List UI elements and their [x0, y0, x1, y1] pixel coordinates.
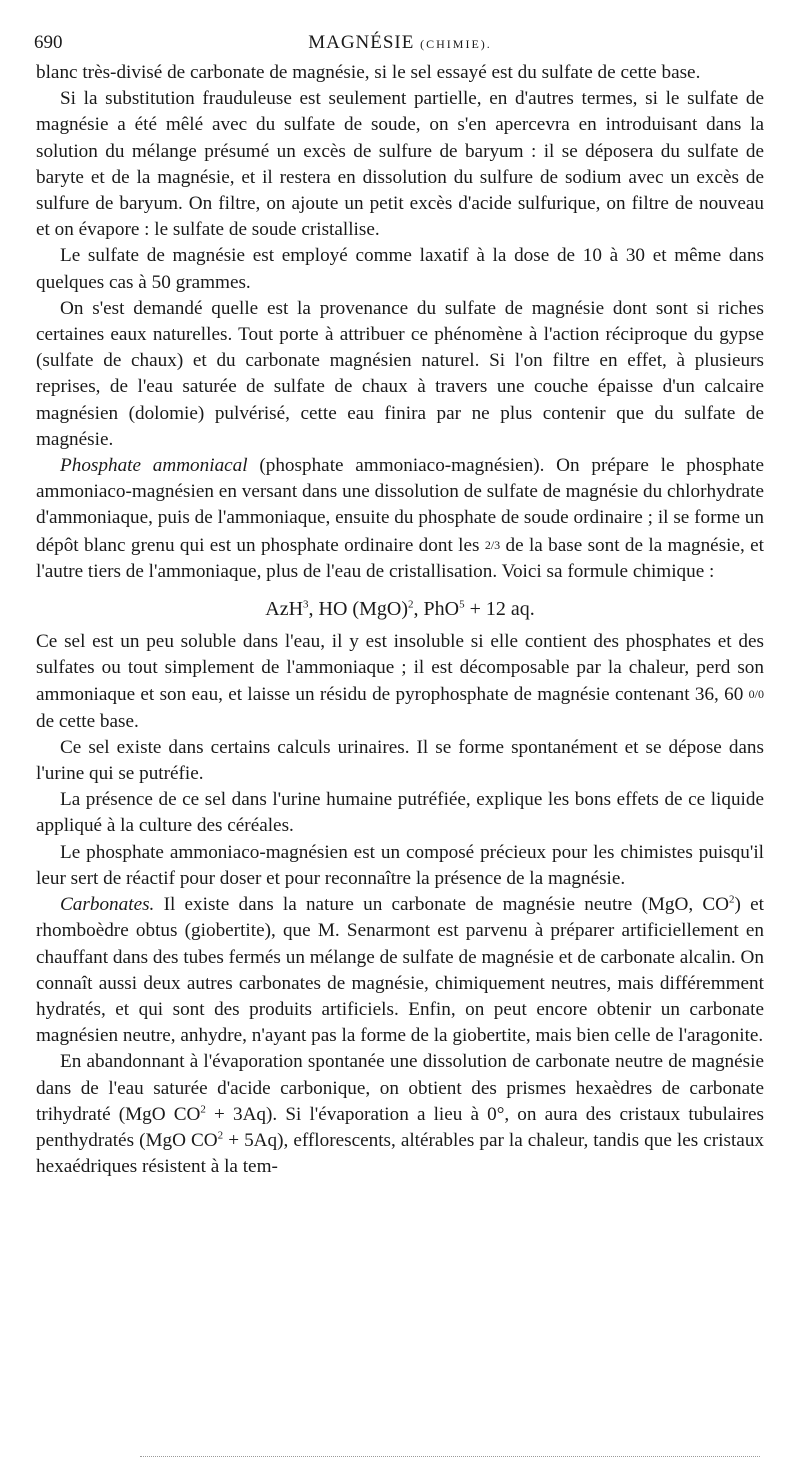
formula-part: , HO (MgO): [308, 598, 408, 621]
paragraph: La présence de ce sel dans l'urine humaine putréfiée, explique les bons effets de ce liquide appliqué à la culture des céréales.: [36, 789, 764, 837]
fraction: 0/0: [748, 687, 764, 702]
paragraph: Le phosphate ammoniaco-magnésien est un composé précieux pour les chimistes puisqu'il leur sert de réactif pour doser et pour reconnaître la présence de la magnésie.: [36, 841, 764, 889]
paragraph: Si la substitution frauduleuse est seulement partielle, en d'autres termes, si le sulfate de magnésie a été mêlé avec du sulfate de soude, on s'en apercevra en introduisant dans la solution du mélange présumé un excès de sulfure de baryum : il se déposera du sulfate de baryte et de la magnésie, et il restera en dissolution du sulfure de sodium avec un excès de sulfure de baryum. On filtre, on ajoute un petit excès d'acide sulfurique, on filtre de nouveau et on évapore : le sulfate de soude cristallise.: [36, 88, 764, 241]
paragraph-text: ) et rhomboèdre obtus (giobertite), que M. Senarmont est parvenu à préparer artificiellement en chauffant dans des tubes fermés un mélange de sulfate de magnésie et de carbonate alcalin. On connaît aussi deux autres carbonates de magnésie, chimiquement neutres, mais différemment hydratés, et qui sont des produits artificiels. Enfin, on peut encore obtenir un carbonate magnésien neutre, anhydre, n'ayant pas la forme de la giobertite, mais bien celle de l'aragonite.: [36, 894, 764, 1047]
running-title-sub: (CHIMIE).: [420, 37, 492, 51]
page-header: [34, 32, 766, 54]
paragraph-phosphate: [36, 453, 764, 585]
paragraph-text: de la base sont de la magnésie, et l'autre tiers de l'ammoniaque, plus de l'eau de cristallisation. Voici sa formule chimique :: [36, 534, 764, 582]
paragraph-text: Il existe dans la nature un carbonate de magnésie neutre (MgO, CO: [163, 894, 730, 916]
chemical-formula: [36, 595, 764, 623]
paragraph: On s'est demandé quelle est la provenance du sulfate de magnésie dont sont si riches certaines eaux naturelles. Tout porte à attribuer ce phénomène à l'action réciproque du gypse (sulfate de chaux) et du carbonate magnésien naturel. Si l'on filtre en effet, à plusieurs reprises, de l'eau saturée de sulfate de chaux à travers une couche épaisse d'un calcaire magnésien (dolomie) pulvérisé, cette eau finira par ne plus contenir que du sulfate de magnésie.: [36, 297, 764, 450]
superscript: 2: [729, 893, 735, 906]
running-title-main: MAGNÉSIE: [308, 32, 415, 53]
superscript: 2: [217, 1129, 224, 1142]
paragraph: Le sulfate de magnésie est employé comme laxatif à la dose de 10 à 30 et même dans quelques cas à 50 grammes.: [36, 245, 764, 293]
paragraph-text: En abandonnant à l'évaporation spontanée une dissolution de carbonate neutre de magnésie dans de l'eau saturée d'acide carbonique, on obtient des prismes hexaèdres de carbonate trihydraté (MgO CO: [36, 1051, 764, 1125]
paragraph-text: de cette base.: [36, 710, 139, 732]
paragraph: [36, 1049, 764, 1180]
formula-superscript: 5: [459, 598, 465, 611]
formula-superscript: 3: [303, 598, 309, 611]
formula-superscript: 2: [407, 598, 414, 611]
formula-part: , PhO: [413, 598, 460, 621]
paragraph-text: Ce sel est un peu soluble dans l'eau, il y est insoluble si elle contient des phosphates et des sulfates ou tout simplement de l'ammoniaque ; il est décomposable par la chaleur, perd son ammoniaque et son eau, et laisse un résidu de pyrophosphate de magnésie contenant 36, 60: [36, 631, 764, 706]
section-term: Carbonates.: [60, 894, 155, 916]
fraction: 2/3: [484, 537, 501, 552]
formula-part: AzH: [265, 598, 304, 621]
paragraph: Ce sel existe dans certains calculs urinaires. Il se forme spontanément et se dépose dans l'urine qui se putréfie.: [36, 736, 764, 785]
paragraph: blanc très-divisé de carbonate de magnésie, si le sel essayé est du sulfate de cette base.: [36, 62, 701, 83]
running-title: [34, 32, 766, 55]
paragraph-carbonates: [36, 892, 764, 1049]
paragraph: [36, 629, 764, 735]
scan-noise-divider: [140, 1456, 760, 1459]
page-number: 690: [34, 32, 63, 53]
section-term: Phosphate ammoniacal: [60, 455, 248, 477]
formula-part: + 12 aq.: [464, 598, 535, 621]
body-text: [36, 60, 764, 1180]
paragraph-text: (phosphate ammoniaco-magnésien). On prépare le phosphate ammoniaco-magnésien en versant dans une dissolution de sulfate de magnésie du chlorhydrate d'ammoniaque, puis de l'ammoniaque, ensuite du phosphate de soude ordinaire ; il se forme un dépôt blanc grenu qui est un phosphate ordinaire dont les: [36, 455, 764, 556]
paragraph-text: + 3Aq). Si l'évaporation a lieu à 0°, on aura des cristaux tubulaires penthydratés (MgO CO: [36, 1103, 764, 1151]
superscript: 2: [200, 1103, 206, 1116]
paragraph-text: + 5Aq), efflorescents, altérables par la chaleur, tandis que les cristaux hexaédriques résistent à la tem-: [36, 1129, 765, 1178]
